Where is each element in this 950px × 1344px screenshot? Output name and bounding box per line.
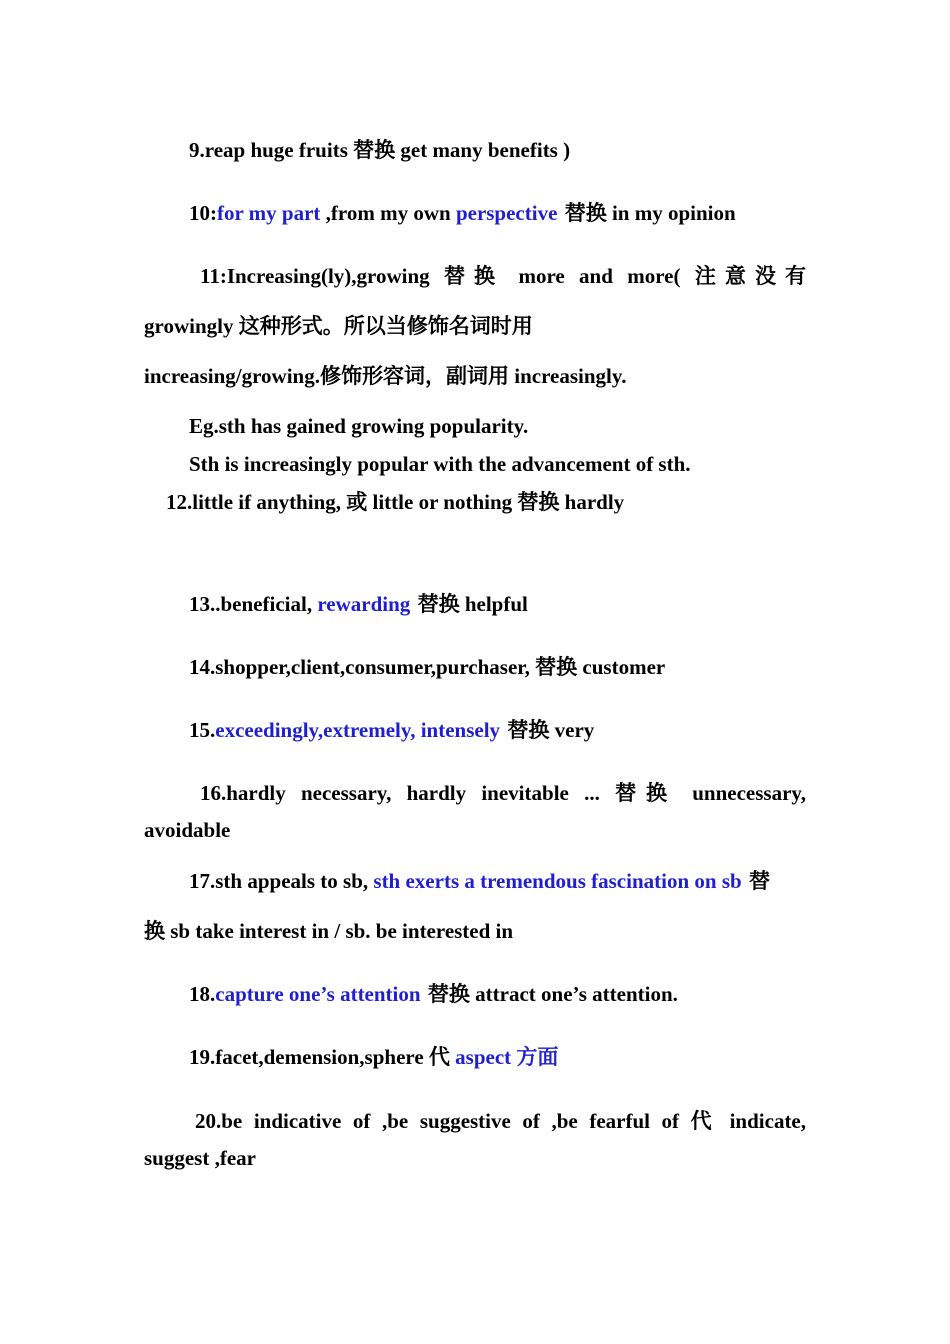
item-15-text-a: 15. [189, 718, 216, 742]
item-20-replace: 代 [690, 1109, 718, 1133]
item-20-text-a: 20.be indicative of ,be suggestive of ,be fearful of [195, 1109, 680, 1133]
item-12-text-b: little or nothing [367, 490, 518, 514]
example-line-2: Sth is increasingly popular with the advancement of sth. [189, 452, 691, 476]
item-10-text-c: in my opinion [606, 201, 736, 225]
item-9 [189, 138, 806, 162]
item-16-text-a: 16.hardly necessary, hardly inevitable ... [200, 781, 600, 805]
item-13 [189, 592, 806, 616]
item-13-text-b: helpful [459, 592, 528, 616]
item-12-replace: 替换 [517, 490, 560, 514]
item-18-replace: 替换 [420, 982, 470, 1006]
item-20-line-2: suggest ,fear [144, 1146, 256, 1170]
item-16-line-1 [200, 781, 806, 805]
item-19 [189, 1045, 806, 1069]
item-10-highlight-1: for my part [217, 201, 321, 225]
item-19-replace: 代 [428, 1045, 450, 1069]
item-15-replace: 替换 [500, 718, 550, 742]
item-17-line-1 [189, 869, 806, 893]
item-16-line-2: avoidable [144, 818, 231, 842]
item-18-highlight: capture one’s attention [215, 982, 421, 1006]
item-13-replace: 替换 [410, 592, 460, 616]
item-18 [189, 982, 806, 1006]
item-11-line-1 [200, 264, 806, 288]
item-17-replace-part-2: 换 [144, 919, 165, 943]
item-13-text-a: 13..beneficial, [189, 592, 318, 616]
item-11-line-3 [144, 364, 806, 388]
item-14-text-b: customer [577, 655, 666, 679]
item-10 [189, 201, 806, 225]
item-10-replace: 替换 [557, 201, 607, 225]
item-16-text-b: unnecessary, [692, 781, 807, 805]
item-17-replace-part-1: 替 [741, 869, 770, 893]
item-10-text-a: 10: [189, 201, 217, 225]
item-11-note: 注意没有 [694, 264, 807, 288]
item-15-highlight: exceedingly,extremely, intensely [215, 718, 501, 742]
item-11-line-3-note: 修饰形容词，副词用 [320, 364, 509, 388]
item-12-or: 或 [346, 490, 368, 514]
item-11-line-3-text-b: increasingly. [509, 364, 627, 388]
example-line-1: Eg.sth has gained growing popularity. [189, 414, 529, 438]
item-14-replace: 替换 [535, 655, 578, 679]
item-9-text-a: 9.reap huge fruits [189, 138, 354, 162]
item-9-text-b: get many benefits ) [395, 138, 571, 162]
item-15-text-b: very [549, 718, 595, 742]
item-11-text-a: 11:Increasing(ly),growing [200, 264, 430, 288]
item-10-highlight-2: perspective [455, 201, 558, 225]
item-17-text-a: 17.sth appeals to sb, [189, 869, 374, 893]
item-18-text-b: attract one’s attention. [469, 982, 678, 1006]
item-19-highlight: aspect [449, 1045, 517, 1069]
item-11-replace: 替换 [443, 264, 505, 288]
item-20-line-1 [195, 1109, 806, 1133]
item-14 [189, 655, 806, 679]
item-11-line-2 [144, 314, 806, 338]
item-18-text-a: 18. [189, 982, 216, 1006]
item-20-text-b: indicate, [729, 1109, 807, 1133]
item-11-line-2-text: growingly [144, 314, 239, 338]
item-16-replace: 替换 [615, 781, 678, 805]
item-13-highlight: rewarding [317, 592, 411, 616]
item-9-replace: 替换 [353, 138, 396, 162]
item-11-text-b: more and more( [518, 264, 681, 288]
item-19-highlight-cn: 方面 [516, 1045, 559, 1069]
item-12 [166, 490, 806, 514]
item-17-highlight: sth exerts a tremendous fascination on sb [373, 869, 742, 893]
item-11-line-2-note: 这种形式。所以当修饰名词时用 [238, 314, 533, 338]
item-14-text-a: 14.shopper,client,consumer,purchaser, [189, 655, 536, 679]
item-10-text-b: ,from my own [320, 201, 456, 225]
item-17-line-2 [144, 919, 806, 943]
item-12-text-a: 12.little if anything, [166, 490, 347, 514]
item-15 [189, 718, 806, 742]
item-12-text-c: hardly [559, 490, 625, 514]
item-19-text-a: 19.facet,demension,sphere [189, 1045, 429, 1069]
item-17-text-b: sb take interest in / sb. be interested in [165, 919, 514, 943]
item-11-line-3-text-a: increasing/growing. [144, 364, 320, 388]
